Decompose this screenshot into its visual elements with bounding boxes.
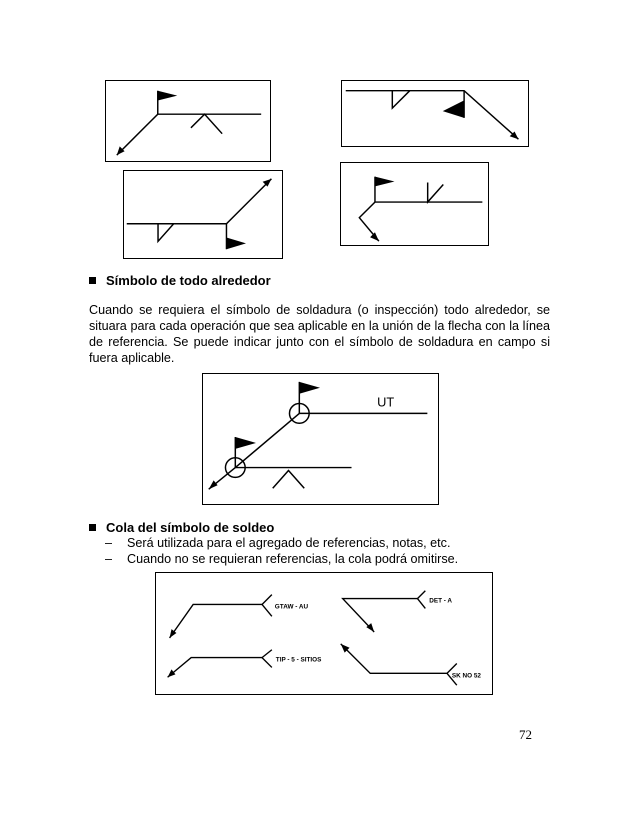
bullet-icon bbox=[89, 524, 96, 531]
figure-field-weld-2 bbox=[341, 80, 529, 147]
list-item: – Será utilizada para el agregado de referencias, notas, etc. bbox=[105, 536, 451, 550]
page-number: 72 bbox=[519, 727, 532, 742]
figure-field-weld-1 bbox=[105, 80, 271, 162]
figure-all-around bbox=[202, 373, 439, 505]
tail-label: GTAW - AU bbox=[274, 603, 309, 611]
figure-field-weld-3 bbox=[123, 170, 283, 259]
figure-field-weld-4 bbox=[340, 162, 489, 246]
tail-label: TIP - 5 - SITIOS bbox=[275, 656, 322, 664]
tail-label: SK NO 52 bbox=[451, 672, 481, 680]
section-heading-tail bbox=[89, 520, 274, 535]
list-item-text: Cuando no se requieran referencias, la cola podrá omitirse. bbox=[127, 552, 459, 566]
inspection-label: UT bbox=[377, 394, 395, 410]
bullet-icon bbox=[89, 277, 96, 284]
figure-tail-examples bbox=[155, 572, 493, 695]
list-item: – Cuando no se requieran referencias, la cola podrá omitirse. bbox=[105, 552, 459, 566]
list-item-text: Será utilizada para el agregado de referencias, notas, etc. bbox=[127, 536, 451, 550]
section-heading-all-around bbox=[89, 273, 271, 288]
paragraph-all-around: Cuando se requiera el símbolo de soldadura (o inspección) todo alrededor, se situara para cada operación que sea aplicable en la unión de la flecha con la línea de referencia. Se puede indicar junto con el símbolo de soldadura en campo si fuera aplicable. bbox=[89, 303, 550, 365]
tail-label: DET - A bbox=[429, 597, 453, 605]
section-title: Cola del símbolo de soldeo bbox=[106, 520, 275, 535]
section-title: Símbolo de todo alrededor bbox=[106, 273, 271, 288]
